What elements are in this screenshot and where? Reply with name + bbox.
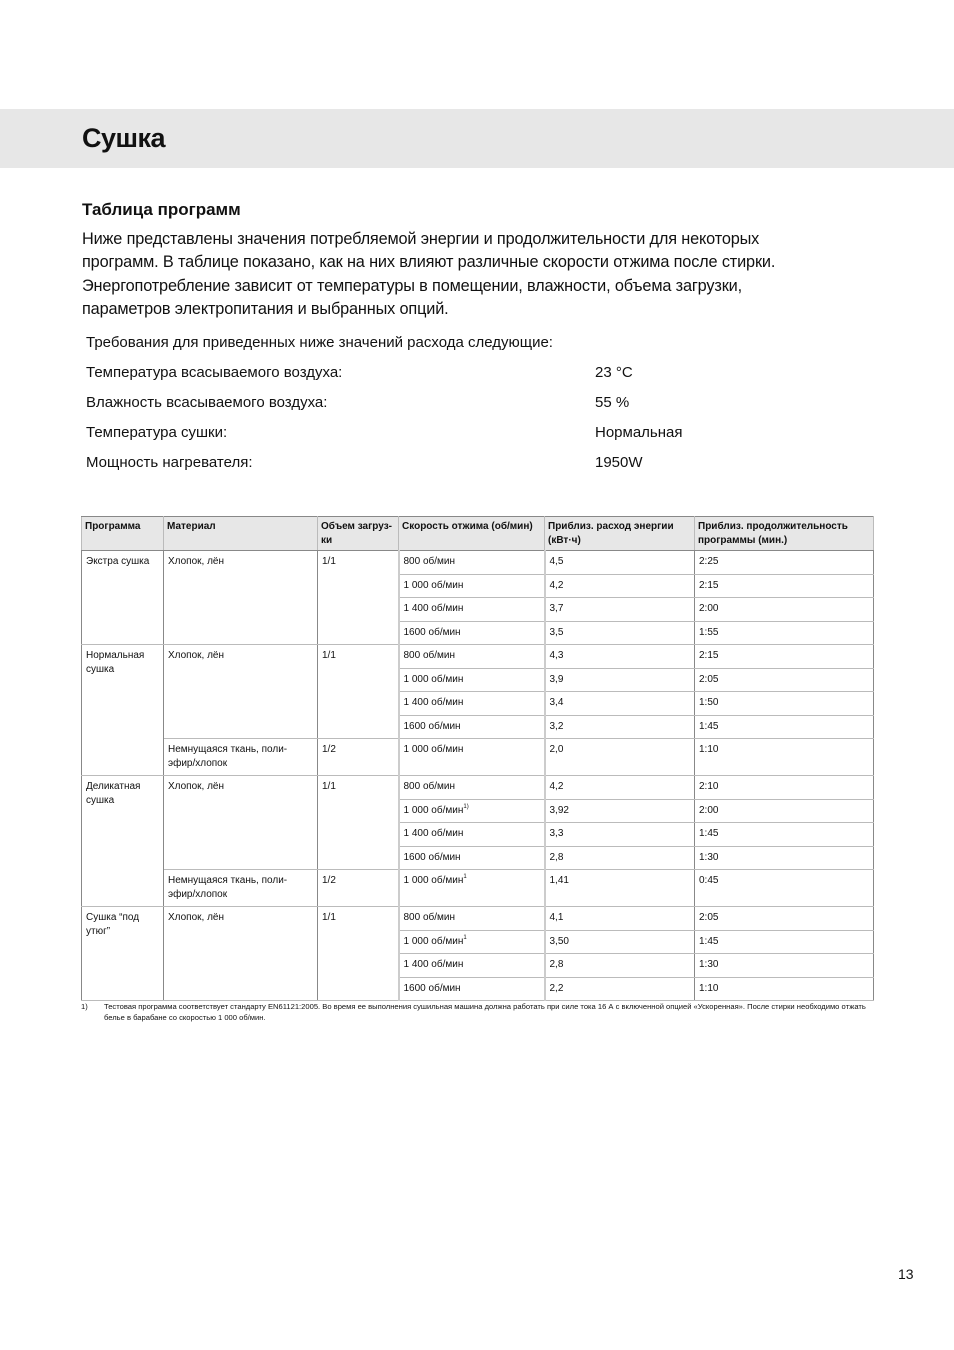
program-name: Экстра сушка	[82, 551, 164, 645]
spin-speed: 1600 об/мин	[399, 621, 545, 645]
header-energy: Приблиз. расход энергии (кВт·ч)	[545, 517, 695, 551]
duration: 1:45	[695, 823, 874, 847]
duration: 1:45	[695, 715, 874, 739]
energy: 4,2	[545, 574, 695, 598]
material: Немнущаяся ткань, поли-эфир/хлопок	[164, 739, 318, 776]
energy: 3,7	[545, 598, 695, 622]
duration: 2:05	[695, 668, 874, 692]
spin-speed: 1600 об/мин	[399, 846, 545, 870]
header-program: Программа	[82, 517, 164, 551]
spin-speed: 1 400 об/мин	[399, 823, 545, 847]
table-row	[82, 551, 874, 575]
energy: 3,9	[545, 668, 695, 692]
duration: 1:45	[695, 930, 874, 954]
energy: 4,5	[545, 551, 695, 575]
energy: 4,1	[545, 907, 695, 931]
footnote-ref: 1	[463, 934, 467, 941]
table-row	[82, 907, 874, 931]
spin-speed: 1 000 об/мин	[399, 574, 545, 598]
spin-speed: 800 об/мин	[399, 907, 545, 931]
load: 1/1	[318, 645, 399, 739]
requirement-value: 55 %	[595, 394, 630, 411]
requirement-row	[86, 363, 786, 393]
material: Немнущаяся ткань, поли-эфир/хлопок	[164, 870, 318, 907]
section-title: Таблица программ	[82, 200, 241, 219]
energy: 3,4	[545, 692, 695, 716]
duration: 2:15	[695, 645, 874, 669]
energy: 3,3	[545, 823, 695, 847]
load: 1/2	[318, 739, 399, 776]
spin-speed: 1 400 об/мин	[399, 692, 545, 716]
requirement-label: Температура сушки:	[86, 424, 228, 441]
duration: 1:10	[695, 739, 874, 776]
spin-speed: 1 000 об/мин$^{1)}$	[399, 799, 545, 823]
spin-speed: 1 000 об/мин	[399, 739, 545, 776]
table-row	[82, 645, 874, 669]
footnote	[81, 1001, 876, 1023]
table-row	[82, 739, 874, 776]
energy: 2,0	[545, 739, 695, 776]
energy: 2,8	[545, 954, 695, 978]
title-band	[0, 109, 954, 168]
requirement-value: 1950W	[595, 454, 643, 471]
spin-speed: 1 000 об/мин$^1$	[399, 930, 545, 954]
requirement-label: Температура всасываемого воздуха:	[86, 364, 343, 381]
spin-speed: 1 400 об/мин	[399, 954, 545, 978]
energy: 3,50	[545, 930, 695, 954]
material: Хлопок, лён	[164, 776, 318, 870]
duration: 2:05	[695, 907, 874, 931]
energy: 1,41	[545, 870, 695, 907]
program-name: Сушка “под утюг”	[82, 907, 164, 1001]
page-number: 13	[898, 1266, 914, 1282]
duration: 1:10	[695, 977, 874, 1001]
energy: 2,2	[545, 977, 695, 1001]
footnote-text: Тестовая программа соответствует стандарту EN61121:2005. Во время ее выполнения сушильная машина должна работать при силе тока 16 А с включенной опцией «Ускоренная». После стирки необходимо отжать белье в барабане со скоростью 1 000 об/мин.	[104, 1002, 866, 1022]
requirements-block	[86, 333, 786, 483]
energy: 3,2	[545, 715, 695, 739]
duration: 1:30	[695, 846, 874, 870]
requirement-value: Нормальная	[595, 424, 683, 441]
duration: 1:55	[695, 621, 874, 645]
table-row	[82, 870, 874, 907]
header-duration: Приблиз. продолжительность программы (мин.)	[695, 517, 874, 551]
duration: 2:10	[695, 776, 874, 800]
spin-speed: 800 об/мин	[399, 551, 545, 575]
intro-paragraph	[82, 228, 872, 321]
intro-line: программ. В таблице показано, как на них влияют различные скорости отжима после стирки.	[82, 253, 776, 272]
spin-speed: 1600 об/мин	[399, 715, 545, 739]
load: 1/1	[318, 776, 399, 870]
intro-line: Энергопотребление зависит от температуры в помещении, влажности, объема загрузки,	[82, 276, 742, 295]
table-header-row	[82, 517, 874, 551]
intro-line: Ниже представлены значения потребляемой энергии и продолжительности для некоторых	[82, 230, 760, 248]
requirement-row	[86, 423, 786, 453]
load: 1/1	[318, 907, 399, 1001]
energy: 4,2	[545, 776, 695, 800]
duration: 1:50	[695, 692, 874, 716]
table-row	[82, 776, 874, 800]
spin-speed: 1600 об/мин	[399, 977, 545, 1001]
requirement-label: Влажность всасываемого воздуха:	[86, 394, 328, 411]
duration: 2:15	[695, 574, 874, 598]
material: Хлопок, лён	[164, 551, 318, 645]
material: Хлопок, лён	[164, 907, 318, 1001]
program-name: Деликатная сушка	[82, 776, 164, 907]
program-table	[81, 516, 874, 1001]
spin-speed: 1 400 об/мин	[399, 598, 545, 622]
footnote-ref: 1)	[463, 803, 469, 810]
spin-speed: 1 000 об/мин$^1$	[399, 870, 545, 907]
duration: 2:00	[695, 598, 874, 622]
energy: 3,5	[545, 621, 695, 645]
spin-speed: 800 об/мин	[399, 645, 545, 669]
duration: 2:00	[695, 799, 874, 823]
load: 1/2	[318, 870, 399, 907]
requirements-heading: Требования для приведенных ниже значений расхода следующие:	[86, 334, 553, 351]
energy: 3,92	[545, 799, 695, 823]
duration: 1:30	[695, 954, 874, 978]
page-title: Сушка	[82, 123, 166, 153]
spin-speed: 1 000 об/мин	[399, 668, 545, 692]
requirement-label: Мощность нагревателя:	[86, 454, 253, 471]
duration: 0:45	[695, 870, 874, 907]
header-load: Объем загруз-ки	[318, 517, 399, 551]
footnote-ref: 1	[463, 874, 467, 880]
duration: 2:25	[695, 551, 874, 575]
spin-speed: 800 об/мин	[399, 776, 545, 800]
header-spin-speed: Скорость отжима (об/мин)	[399, 517, 545, 551]
intro-line: параметров электропитания и выбранных опций.	[82, 299, 449, 318]
load: 1/1	[318, 551, 399, 645]
requirement-row	[86, 453, 786, 483]
header-material: Материал	[164, 517, 318, 551]
requirement-row	[86, 393, 786, 423]
program-name: Нормальная сушка	[82, 645, 164, 776]
energy: 2,8	[545, 846, 695, 870]
footnote-mark: 1)	[81, 1002, 88, 1011]
energy: 4,3	[545, 645, 695, 669]
requirement-value: 23 °C	[595, 364, 633, 381]
material: Хлопок, лён	[164, 645, 318, 739]
